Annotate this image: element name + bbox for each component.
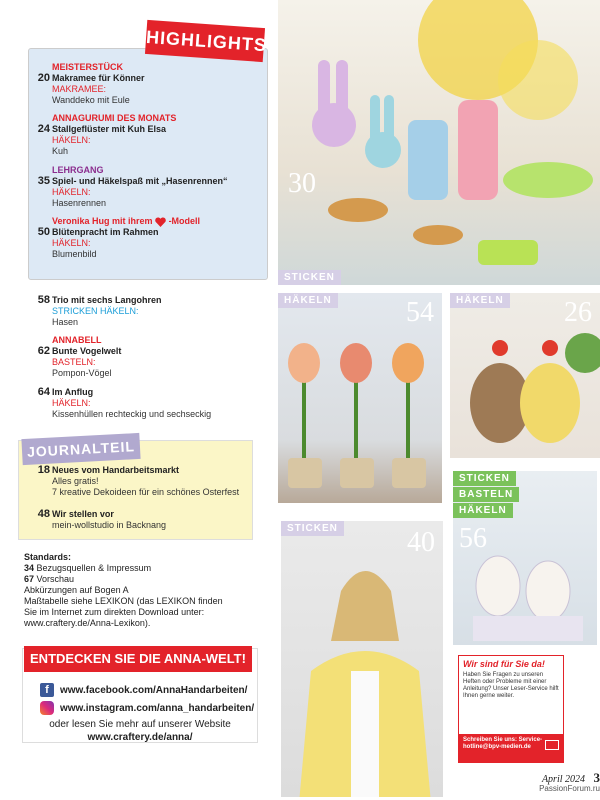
highlight-entry-50[interactable] xyxy=(37,216,267,260)
entry-head xyxy=(52,216,267,227)
entry-head: ANNAGURUMI DES MONATS xyxy=(52,113,177,123)
entry-subtitle: 7 kreative Dekoideen für ein schönes Osterfest xyxy=(52,487,240,497)
entry-title: Trio mit sechs Langohren xyxy=(52,295,162,305)
facebook-link[interactable] xyxy=(40,683,247,697)
entry-title: Blütenpracht im Rahmen xyxy=(52,227,159,237)
page-number: 56 xyxy=(459,523,487,554)
bunny-illustration xyxy=(278,0,600,285)
journal-entry-18[interactable] xyxy=(37,464,267,498)
entry-title: Bunte Vogelwelt xyxy=(52,346,122,356)
website-link[interactable]: www.craftery.de/anna/ xyxy=(87,732,193,743)
entry-title: Wir stellen vor xyxy=(52,509,114,519)
journal-entry-48[interactable] xyxy=(37,508,267,531)
photo-tulips[interactable] xyxy=(278,293,442,503)
standards-line: Sie im Internet zum direkten Download unter: xyxy=(24,607,205,617)
entry-category: HÄKELN: xyxy=(52,135,91,145)
anna-world-tag: ENTDECKEN SIE DIE ANNA-WELT! xyxy=(24,646,252,672)
page-number: 40 xyxy=(407,527,435,558)
standards-line: 67 Vorschau xyxy=(24,574,75,584)
page-number: 3 xyxy=(593,770,600,785)
highlights-tag: HIGHLIGHTS xyxy=(145,20,265,62)
standards-head: Standards: xyxy=(24,552,72,562)
entry-58[interactable] xyxy=(37,294,267,328)
entry-head-pre: Veronika Hug mit ihrem xyxy=(52,216,153,226)
entry-title: Makramee für Könner xyxy=(52,73,145,83)
entry-subtitle: Wanddeko mit Eule xyxy=(52,95,130,105)
entry-subtitle: Kuh xyxy=(52,146,69,156)
reader-service-contact[interactable]: Schreiben Sie uns: Service-hotline@bpv-medien.de xyxy=(459,734,563,762)
highlight-entry-35[interactable] xyxy=(37,165,267,209)
page-number: 20 xyxy=(37,72,50,84)
mail-icon xyxy=(545,740,559,750)
category-badge: STICKEN xyxy=(453,471,516,486)
entry-title: Stallgeflüster mit Kuh Elsa xyxy=(52,124,167,134)
entry-64[interactable] xyxy=(37,386,267,420)
category-badge: STICKEN xyxy=(281,521,344,536)
photo-chickens[interactable] xyxy=(450,293,600,458)
entry-subtitle: Blumenbild xyxy=(52,249,97,259)
category-badge: STICKEN xyxy=(278,270,341,285)
entry-title: Im Anflug xyxy=(52,387,94,397)
entry-title: Spiel- und Häkelspaß mit „Hasenrennen“ xyxy=(52,176,228,186)
entry-head: LEHRGANG xyxy=(52,165,104,175)
page-number: 35 xyxy=(37,175,50,187)
entry-category: HÄKELN: xyxy=(52,187,91,197)
entry-subtitle: Hasen xyxy=(52,317,79,327)
page-number: 24 xyxy=(37,123,50,135)
entry-title: Neues vom Handarbeitsmarkt xyxy=(52,465,180,475)
category-badge: HÄKELN xyxy=(450,293,510,308)
standards-block xyxy=(24,552,274,629)
entry-category: HÄKELN: xyxy=(52,238,91,248)
website-text: oder lesen Sie mehr auf unserer Website xyxy=(49,719,231,730)
table-of-contents xyxy=(0,0,270,800)
entry-category: HÄKELN: xyxy=(52,398,91,408)
entry-head: MEISTERSTÜCK xyxy=(52,62,124,72)
category-badge: HÄKELN xyxy=(278,293,338,308)
entry-category: BASTELN: xyxy=(52,357,96,367)
journal-tag: JOURNALTEIL xyxy=(21,433,140,465)
entry-subtitle: mein-wollstudio in Backnang xyxy=(52,520,167,530)
entry-category: MAKRAMEE: xyxy=(52,84,107,94)
facebook-icon: f xyxy=(40,683,54,697)
page-number: 26 xyxy=(564,297,592,328)
instagram-link[interactable] xyxy=(40,701,254,715)
entry-head-post: -Modell xyxy=(168,216,201,226)
page-number: 54 xyxy=(406,297,434,328)
entry-subtitle: Kissenhüllen rechteckig und sechseckig xyxy=(52,409,212,419)
category-badge: BASTELN xyxy=(453,487,519,502)
entry-subtitle: Pompon-Vögel xyxy=(52,368,112,378)
facebook-url: www.facebook.com/AnnaHandarbeiten/ xyxy=(60,684,248,696)
entry-subtitle: Hasenrennen xyxy=(52,198,107,208)
watermark: PassionForum.ru xyxy=(539,784,600,793)
standards-line: Abkürzungen auf Bogen A xyxy=(24,585,129,595)
page-number: 18 xyxy=(37,464,50,476)
standards-line: Maßtabelle siehe LEXIKON (das LEXIKON finden xyxy=(24,596,223,606)
category-badge: HÄKELN xyxy=(453,503,513,518)
reader-service-body: Haben Sie Fragen zu unseren Heften oder Probleme mit einer Anleitung? Unser Leser-Service hilft Ihnen gerne weiter. xyxy=(463,672,559,699)
reader-service-head: Wir sind für Sie da! xyxy=(459,656,563,672)
entry-category: STRICKEN HÄKELN: xyxy=(52,306,139,316)
instagram-url: www.instagram.com/anna_handarbeiten/ xyxy=(60,702,255,714)
standards-link[interactable]: www.craftery.de/Anna-Lexikon). xyxy=(24,618,151,628)
highlight-entry-24[interactable] xyxy=(37,113,267,157)
entry-62[interactable] xyxy=(37,335,267,379)
highlight-entry-20[interactable] xyxy=(37,62,267,106)
issue-date: April 2024 xyxy=(541,774,585,785)
entry-subtitle: Alles gratis! xyxy=(52,476,99,486)
page-number: 30 xyxy=(288,168,316,199)
entry-head: ANNABELL xyxy=(52,335,102,345)
photo-bunnies[interactable] xyxy=(278,0,600,285)
photo-cardigan[interactable] xyxy=(278,518,446,800)
page-footer xyxy=(539,770,600,793)
photo-eggs[interactable] xyxy=(450,468,600,648)
page-number: 50 xyxy=(37,226,50,238)
page-number: 64 xyxy=(37,386,50,398)
page-number: 62 xyxy=(37,345,50,357)
reader-service-box xyxy=(458,655,564,763)
page-number: 58 xyxy=(37,294,50,306)
model-illustration xyxy=(281,521,446,800)
instagram-icon xyxy=(40,701,54,715)
standards-line: 34 Bezugsquellen & Impressum xyxy=(24,563,152,573)
page-number: 48 xyxy=(37,508,50,520)
heart-icon xyxy=(155,217,166,227)
